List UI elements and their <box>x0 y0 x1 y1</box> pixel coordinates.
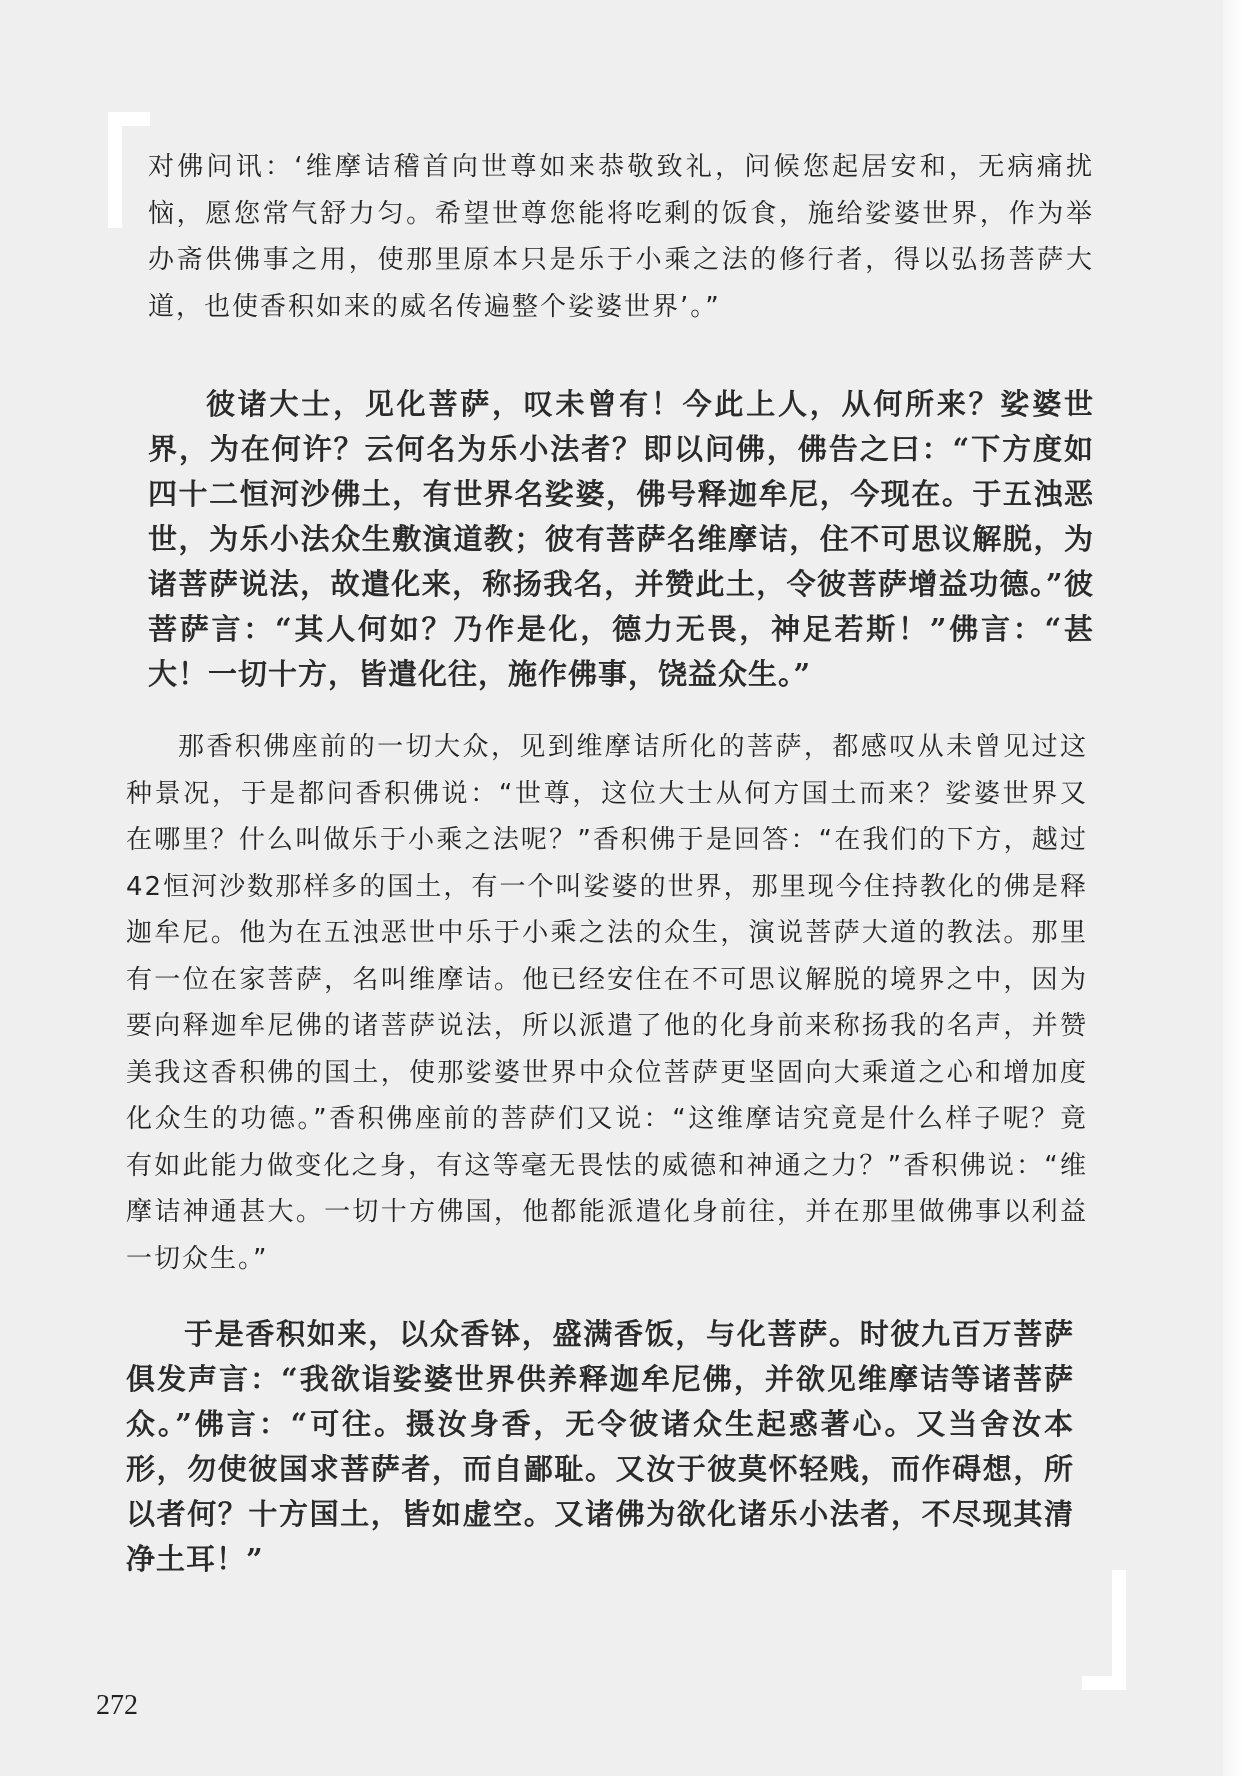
crop-mark-top-left <box>108 112 150 228</box>
translation-paragraph-2: 那香积佛座前的一切大众，见到维摩诘所化的菩萨，都感叹从未曾见过这种景况，于是都问香积佛说：“世尊，这位大士从何方国土而来？娑婆世界又在哪里？什么叫做乐于小乘之法呢？”香积佛于是回答：“在我们的下方，越过42恒河沙数那样多的国土，有一个叫娑婆的世界，那里现今住持教化的佛是释迦牟尼。他为在五浊恶世中乐于小乘之法的众生，演说菩萨大道的教法。那里有一位在家菩萨，名叫维摩诘。他已经安住在不可思议解脱的境界之中，因为要向释迦牟尼佛的诸菩萨说法，所以派遣了他的化身前来称扬我的名声，并赞美我这香积佛的国土，使那娑婆世界中众位菩萨更坚固向大乘道之心和增加度化众生的功德。”香积佛座前的菩萨们又说：“这维摩诘究竟是什么样子呢？竟有如此能力做变化之身，有这等毫无畏怯的威德和神通之力？”香积佛说：“维摩诘神通甚大。一切十方佛国，他都能派遣化身前往，并在那里做佛事以利益一切众生。” <box>126 732 1088 1274</box>
translation-paragraph-1: 对佛问讯：‘维摩诘稽首向世尊如来恭敬致礼，问候您起居安和，无病痛扰恼，愿您常气舒力匀。希望世尊您能将吃剩的饭食，施给娑婆世界，作为举办斋供佛事之用，使那里原本只是乐于小乘之法的修行者，得以弘扬菩萨大道，也使香积如来的威名传遍整个娑婆世界’。” <box>148 152 1094 322</box>
crop-mark-bottom-right <box>1082 1570 1126 1690</box>
scripture-paragraph-2: 于是香积如来，以众香钵，盛满香饭，与化菩萨。时彼九百万菩萨俱发声言：“我欲诣娑婆世界供养释迦牟尼佛，并欲见维摩诘等诸菩萨众。”佛言：“可往。摄汝身香，无令彼诸众生起惑著心。又当舍汝本形，勿使彼国求菩萨者，而自鄙耻。又汝于彼莫怀轻贱，而作碍想，所以者何？十方国土，皆如虚空。又诸佛为欲化诸乐小法者，不尽现其清净土耳！” <box>126 1317 1074 1576</box>
page-number: 272 <box>96 1690 138 1721</box>
scan-edge <box>1223 0 1243 1776</box>
scripture-paragraph-1: 彼诸大士，见化菩萨，叹未曾有！今此上人，从何所来？娑婆世界，为在何许？云何名为乐小法者？即以问佛，佛告之曰：“下方度如四十二恒河沙佛土，有世界名娑婆，佛号释迦牟尼，今现在。于五浊恶世，为乐小法众生敷演道教；彼有菩萨名维摩诘，住不可思议解脱，为诸菩萨说法，故遣化来，称扬我名，并赞此土，令彼菩萨增益功德。”彼菩萨言：“其人何如？乃作是化，德力无畏，神足若斯！”佛言：“甚大！一切十方，皆遣化往，施作佛事，饶益众生。” <box>148 387 1094 691</box>
